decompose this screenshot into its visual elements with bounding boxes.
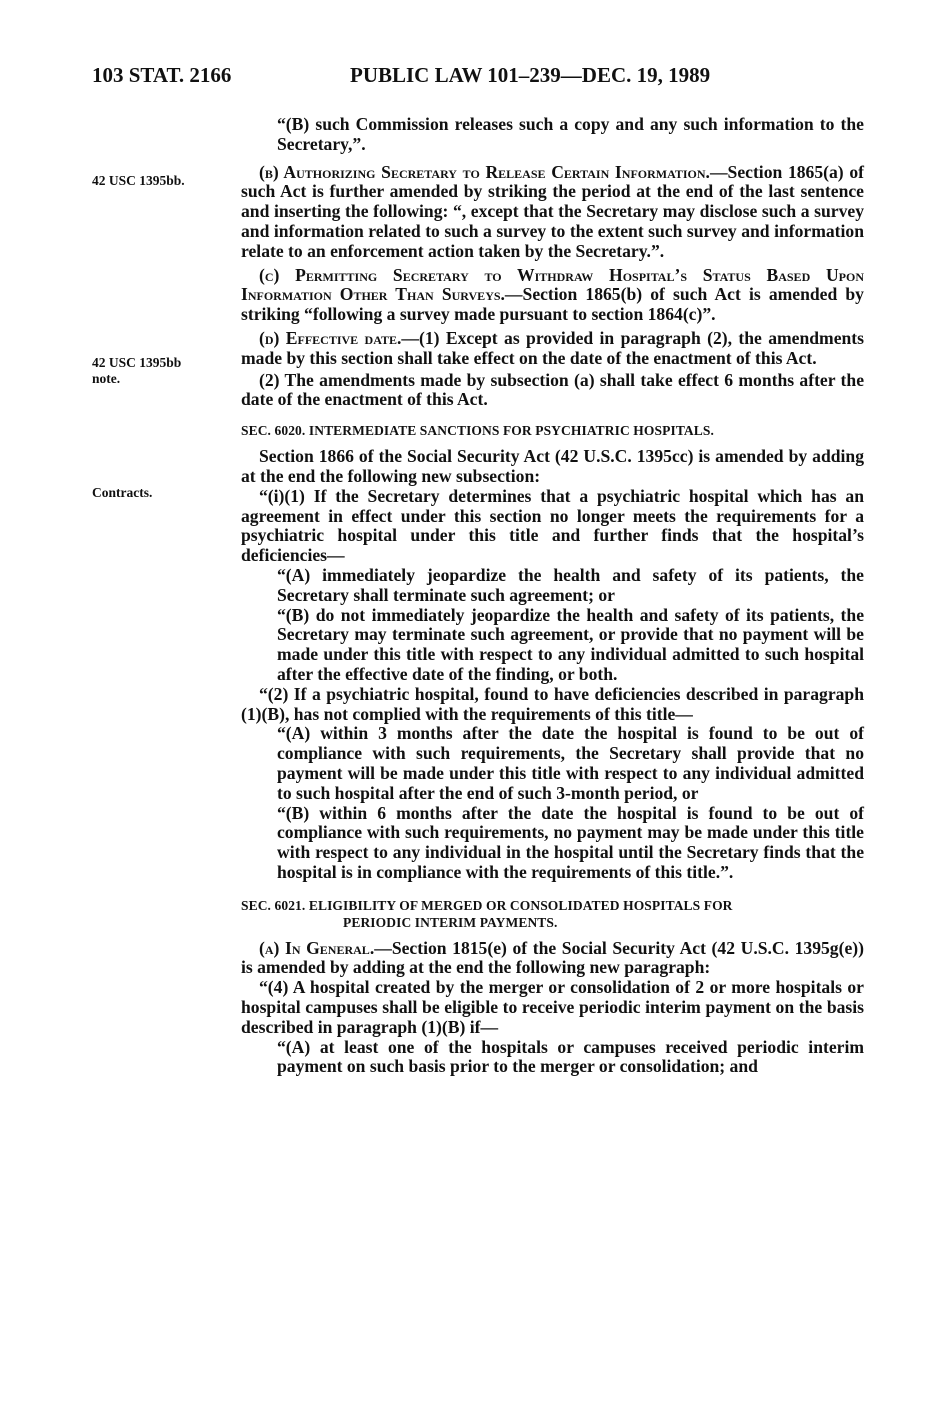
paragraph-text: Section 1865(a) of such Act is further amended by striking the period at the end of the last sentence and inserting the following: “, except that the Secretary may disclose such a survey and information related to such a survey to the extent such survey and information relate to an enforcement action taken by the Secretary.”. — [241, 161, 864, 261]
subsection-heading: (d) Effective date.— — [259, 327, 419, 348]
subsection-heading: (c) Permitting Secretary to Withdraw Hospital’s Status Based Upon Information Other Than Surveys.— — [241, 264, 864, 305]
margin-note-usc-1395bb-note — [92, 355, 222, 387]
margin-note-contracts: Contracts. — [92, 485, 153, 500]
paragraph — [241, 329, 864, 369]
paragraph: “(A) at least one of the hospitals or campuses received periodic interim payment on such basis prior to the merger or consolidation; and — [277, 1036, 864, 1077]
page-header — [92, 60, 862, 90]
subsection-heading: (b) Authorizing Secretary to Release Certain Information.— — [259, 161, 728, 182]
paragraph: “(B) within 6 months after the date the hospital is found to be out of compliance with such requirements, no payment may be made under this title with respect to any individual in the hospital until the Secretary finds that the hospital is in compliance with the requirements of this title.”. — [277, 802, 864, 882]
paragraph — [241, 566, 864, 606]
margin-note-line: note. — [92, 371, 121, 386]
section-heading-line: PERIODIC INTERIM PAYMENTS. — [343, 914, 558, 930]
paragraph — [241, 266, 864, 325]
paragraph: “(2) If a psychiatric hospital, found to have deficiencies described in paragraph (1)(B), has not complied with the requirements of this title— — [241, 683, 864, 724]
paragraph-text: Section 1865(b) of such Act is amended by striking “following a survey made pursuant to section 1864(c)”. — [241, 284, 864, 325]
page-number: 103 STAT. 2166 — [92, 63, 232, 87]
paragraph: “(i)(1) If the Secretary determines that a psychiatric hospital which has an agreement in effect under this section no longer meets the requirements for a psychiatric hospital under this title and further finds that the hospital’s deficiencies— — [241, 485, 864, 566]
paragraph: Section 1866 of the Social Security Act (42 U.S.C. 1395cc) is amended by adding at the end the following new subsection: — [241, 446, 864, 486]
law-title: PUBLIC LAW 101–239—DEC. 19, 1989 — [350, 63, 711, 87]
section-heading-6021 — [241, 897, 864, 931]
paragraph — [241, 939, 864, 979]
paragraph: “(B) such Commission releases such a copy and any such information to the Secretary,”. — [277, 114, 864, 154]
paragraph-text: “(A) immediately jeopardize the health and safety of its patients, the Secretary shall terminate such agreement; or — [277, 564, 864, 605]
section-heading-6020: SEC. 6020. INTERMEDIATE SANCTIONS FOR PSYCHIATRIC HOSPITALS. — [241, 423, 714, 439]
paragraph: “(A) within 3 months after the date the hospital is found to be out of compliance with such requirements, the Secretary shall provide that no payment will be made under this title with respect to any individual admitted to such hospital after the end of such 3-month period, or — [277, 723, 864, 803]
paragraph-text: (1) Except as provided in paragraph (2), the amendments made by this section shall take effect on the date of the enactment of this Act. — [241, 327, 865, 368]
paragraph — [241, 163, 864, 262]
paragraph: (2) The amendments made by subsection (a) shall take effect 6 months after the date of the enactment of this Act. — [241, 369, 864, 410]
subsection-heading: (a) In General.— — [259, 937, 392, 958]
paragraph: “(4) A hospital created by the merger or consolidation of 2 or more hospitals or hospital campuses shall be eligible to receive periodic interim payment on the basis described in paragraph (1)(B) if— — [241, 977, 864, 1037]
paragraph: “(B) do not immediately jeopardize the health and safety of its patients, the Secretary may terminate such agreement, or provide that no payment will be made under this title with respect to any individual admitted to such hospital after the effective date of the finding, or both. — [277, 604, 864, 684]
section-heading-line: SEC. 6021. ELIGIBILITY OF MERGED OR CONSOLIDATED HOSPITALS FOR — [241, 897, 733, 913]
margin-note-line: 42 USC 1395bb — [92, 355, 182, 370]
paragraph-text: Section 1815(e) of the Social Security Act (42 U.S.C. 1395g(e)) is amended by adding at the end the following new paragraph: — [241, 937, 864, 978]
document-body — [241, 115, 864, 1077]
margin-note-usc-1395bb: 42 USC 1395bb. — [92, 173, 185, 188]
